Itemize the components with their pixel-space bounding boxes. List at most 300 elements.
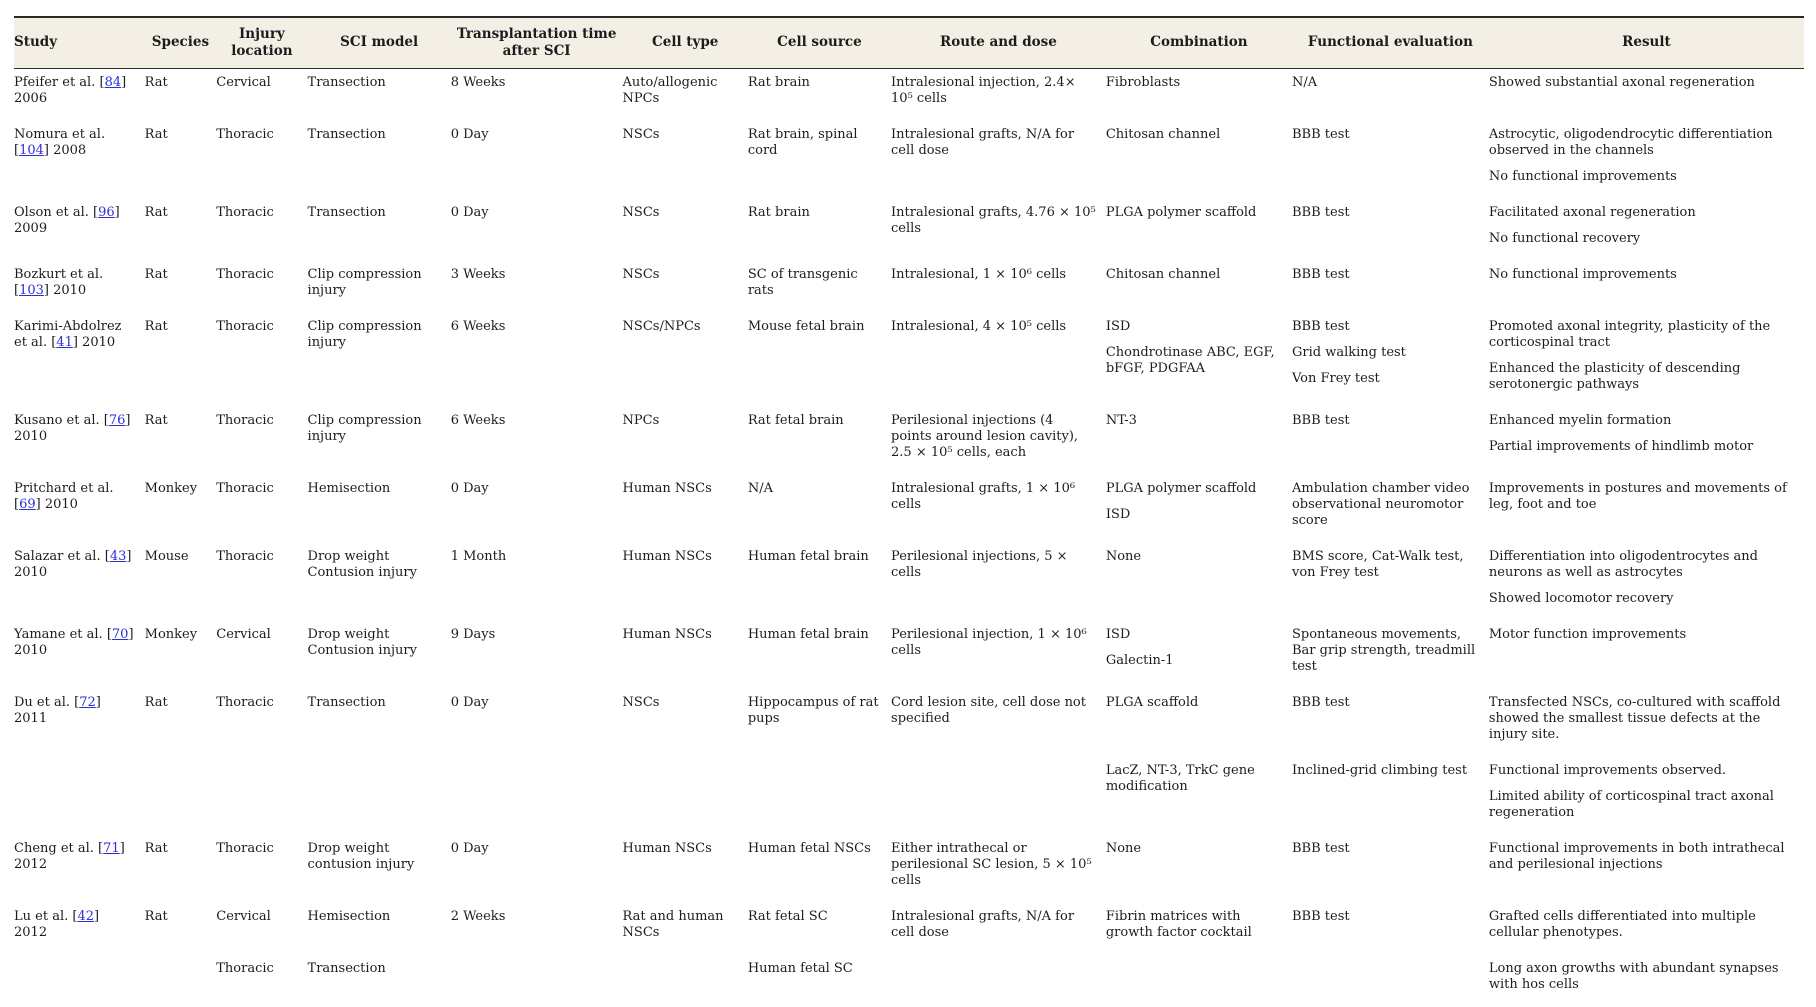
reference-link[interactable]: 42 bbox=[77, 908, 94, 924]
cell-sci-model bbox=[308, 68, 451, 121]
cell-result bbox=[1489, 903, 1804, 955]
cell-sci-model bbox=[308, 621, 451, 689]
study-citation: Yamane et al. [70] 2010 bbox=[14, 626, 134, 658]
cell-paragraph: LacZ, NT-3, TrkC gene modification bbox=[1105, 762, 1255, 794]
cell-study bbox=[14, 68, 145, 121]
column-header-transplantation-time: Transplantation time after SCI bbox=[451, 17, 623, 68]
cell-study bbox=[14, 835, 145, 903]
cell-functional-evaluation bbox=[1292, 543, 1489, 621]
column-header-result: Result bbox=[1489, 17, 1804, 68]
cell-paragraph: Enhanced the plasticity of descending serotonergic pathways bbox=[1488, 360, 1741, 392]
cell-injury-location bbox=[216, 407, 307, 475]
column-header-species: Species bbox=[145, 17, 217, 68]
cell-study bbox=[14, 261, 145, 313]
cell-paragraph: 0 Day bbox=[450, 694, 489, 710]
cell-paragraph: No functional improvements bbox=[1488, 266, 1677, 282]
table-body bbox=[14, 68, 1804, 1007]
cell-functional-evaluation bbox=[1292, 689, 1489, 757]
cell-paragraph: PLGA polymer scaffold bbox=[1105, 480, 1257, 496]
table-row bbox=[14, 407, 1804, 475]
reference-link[interactable]: 104 bbox=[19, 142, 44, 158]
cell-paragraph: NSCs bbox=[622, 266, 660, 282]
cell-cell-type bbox=[623, 621, 748, 689]
cell-sci-model bbox=[308, 121, 451, 199]
cell-result bbox=[1489, 313, 1804, 407]
cell-paragraph: Rat fetal SC bbox=[747, 908, 828, 924]
cell-paragraph: Rat and human NSCs bbox=[622, 908, 724, 940]
studies-table bbox=[14, 16, 1804, 1007]
cell-paragraph: Rat bbox=[144, 204, 168, 220]
cell-route-and-dose bbox=[891, 407, 1106, 475]
cell-paragraph: Drop weight Contusion injury bbox=[307, 626, 417, 658]
cell-paragraph: Thoracic bbox=[216, 694, 274, 710]
cell-cell-type bbox=[623, 689, 748, 757]
cell-paragraph: Cervical bbox=[216, 626, 271, 642]
cell-paragraph: Transection bbox=[307, 960, 386, 976]
cell-paragraph: Intralesional grafts, 4.76 × 10⁵ cells bbox=[891, 204, 1096, 236]
cell-route-and-dose bbox=[891, 313, 1106, 407]
cell-paragraph: BBB test bbox=[1291, 266, 1350, 282]
cell-paragraph: Perilesional injection, 1 × 10⁶ cells bbox=[891, 626, 1087, 658]
cell-sci-model bbox=[308, 199, 451, 261]
cell-cell-source bbox=[748, 199, 891, 261]
table-row bbox=[14, 903, 1804, 955]
cell-paragraph: Intralesional grafts, 1 × 10⁶ cells bbox=[891, 480, 1076, 512]
cell-paragraph: 1 Month bbox=[450, 548, 507, 564]
cell-cell-source bbox=[748, 543, 891, 621]
cell-functional-evaluation bbox=[1292, 261, 1489, 313]
cell-functional-evaluation bbox=[1292, 757, 1489, 835]
cell-functional-evaluation bbox=[1292, 955, 1489, 1007]
cell-paragraph: ISD bbox=[1105, 626, 1131, 642]
cell-paragraph: NSCs/NPCs bbox=[622, 318, 701, 334]
cell-species bbox=[145, 407, 217, 475]
cell-sci-model bbox=[308, 955, 451, 1007]
cell-paragraph: Thoracic bbox=[216, 204, 274, 220]
cell-route-and-dose bbox=[891, 543, 1106, 621]
cell-route-and-dose bbox=[891, 903, 1106, 955]
table-row bbox=[14, 121, 1804, 199]
cell-injury-location bbox=[216, 903, 307, 955]
cell-study bbox=[14, 313, 145, 407]
table-row bbox=[14, 68, 1804, 121]
cell-cell-type bbox=[623, 261, 748, 313]
study-citation: Nomura et al. [104] 2008 bbox=[14, 126, 106, 158]
reference-link[interactable]: 103 bbox=[19, 282, 44, 298]
cell-paragraph: Drop weight contusion injury bbox=[307, 840, 415, 872]
cell-paragraph: Spontaneous movements, Bar grip strength, treadmill test bbox=[1291, 626, 1476, 674]
reference-link[interactable]: 41 bbox=[56, 334, 73, 350]
cell-paragraph: Rat brain bbox=[747, 74, 810, 90]
cell-functional-evaluation bbox=[1292, 121, 1489, 199]
cell-paragraph: Human fetal brain bbox=[747, 626, 869, 642]
cell-sci-model bbox=[308, 903, 451, 955]
cell-injury-location bbox=[216, 199, 307, 261]
cell-paragraph: 0 Day bbox=[450, 480, 489, 496]
table-row bbox=[14, 199, 1804, 261]
cell-combination bbox=[1106, 955, 1292, 1007]
table-row bbox=[14, 621, 1804, 689]
cell-route-and-dose bbox=[891, 68, 1106, 121]
table-row bbox=[14, 543, 1804, 621]
study-citation: Salazar et al. [43] 2010 bbox=[14, 548, 132, 580]
cell-transplantation-time bbox=[451, 68, 623, 121]
cell-paragraph: Clip compression injury bbox=[307, 412, 422, 444]
cell-paragraph: Perilesional injections, 5 × cells bbox=[891, 548, 1068, 580]
cell-paragraph: Functional improvements in both intrathecal and perilesional injections bbox=[1488, 840, 1785, 872]
cell-cell-source bbox=[748, 261, 891, 313]
cell-sci-model bbox=[308, 475, 451, 543]
cell-paragraph: Rat bbox=[144, 412, 168, 428]
cell-paragraph: 9 Days bbox=[450, 626, 496, 642]
cell-paragraph: NSCs bbox=[622, 204, 660, 220]
table-row bbox=[14, 313, 1804, 407]
column-header-combination: Combination bbox=[1106, 17, 1292, 68]
cell-study bbox=[14, 475, 145, 543]
cell-combination bbox=[1106, 407, 1292, 475]
cell-result bbox=[1489, 689, 1804, 757]
cell-sci-model bbox=[308, 835, 451, 903]
cell-sci-model bbox=[308, 407, 451, 475]
cell-paragraph: Human fetal brain bbox=[747, 548, 869, 564]
cell-sci-model bbox=[308, 689, 451, 757]
cell-paragraph: BBB test bbox=[1291, 318, 1350, 334]
cell-result bbox=[1489, 199, 1804, 261]
reference-link[interactable]: 72 bbox=[79, 694, 96, 710]
cell-cell-source bbox=[748, 689, 891, 757]
column-header-cell-type: Cell type bbox=[623, 17, 748, 68]
cell-paragraph: Thoracic bbox=[216, 318, 274, 334]
cell-paragraph: Motor function improvements bbox=[1488, 626, 1687, 642]
column-header-sci-model: SCI model bbox=[308, 17, 451, 68]
cell-study bbox=[14, 621, 145, 689]
cell-result bbox=[1489, 955, 1804, 1007]
cell-cell-type bbox=[623, 199, 748, 261]
cell-paragraph: Mouse fetal brain bbox=[747, 318, 865, 334]
cell-paragraph: Von Frey test bbox=[1291, 370, 1380, 386]
cell-route-and-dose bbox=[891, 757, 1106, 835]
reference-link[interactable]: 96 bbox=[98, 204, 115, 220]
cell-paragraph: Rat bbox=[144, 126, 168, 142]
cell-combination bbox=[1106, 621, 1292, 689]
table-header bbox=[14, 17, 1804, 68]
cell-cell-type bbox=[623, 543, 748, 621]
cell-study bbox=[14, 543, 145, 621]
cell-paragraph: Thoracic bbox=[216, 960, 274, 976]
cell-paragraph: Inclined-grid climbing test bbox=[1291, 762, 1468, 778]
cell-route-and-dose bbox=[891, 121, 1106, 199]
cell-paragraph: Intralesional grafts, N/A for cell dose bbox=[891, 908, 1075, 940]
cell-result bbox=[1489, 68, 1804, 121]
cell-combination bbox=[1106, 689, 1292, 757]
cell-functional-evaluation bbox=[1292, 835, 1489, 903]
cell-transplantation-time bbox=[451, 621, 623, 689]
cell-paragraph: Improvements in postures and movements of leg, foot and toe bbox=[1488, 480, 1787, 512]
cell-paragraph: NSCs bbox=[622, 694, 660, 710]
cell-species bbox=[145, 313, 217, 407]
cell-paragraph: Chitosan channel bbox=[1105, 126, 1221, 142]
cell-paragraph: 0 Day bbox=[450, 840, 489, 856]
cell-combination bbox=[1106, 903, 1292, 955]
cell-paragraph: Rat brain, spinal cord bbox=[747, 126, 858, 158]
column-header-cell-source: Cell source bbox=[748, 17, 891, 68]
cell-paragraph: NPCs bbox=[622, 412, 660, 428]
cell-species bbox=[145, 835, 217, 903]
cell-study bbox=[14, 407, 145, 475]
cell-functional-evaluation bbox=[1292, 68, 1489, 121]
cell-study bbox=[14, 757, 145, 835]
cell-paragraph: Grid walking test bbox=[1291, 344, 1406, 360]
cell-cell-source bbox=[748, 313, 891, 407]
cell-transplantation-time bbox=[451, 199, 623, 261]
cell-paragraph: Fibrin matrices with growth factor cocktail bbox=[1105, 908, 1252, 940]
cell-cell-source bbox=[748, 621, 891, 689]
cell-paragraph: Thoracic bbox=[216, 480, 274, 496]
cell-paragraph: Perilesional injections (4 points around lesion cavity), 2.5 × 10⁵ cells, each bbox=[891, 412, 1079, 460]
cell-sci-model bbox=[308, 313, 451, 407]
cell-species bbox=[145, 261, 217, 313]
cell-paragraph: Showed substantial axonal regeneration bbox=[1488, 74, 1755, 90]
cell-cell-type bbox=[623, 903, 748, 955]
cell-paragraph: BBB test bbox=[1291, 412, 1350, 428]
reference-link[interactable]: 71 bbox=[103, 840, 120, 856]
cell-paragraph: Grafted cells differentiated into multiple cellular phenotypes. bbox=[1488, 908, 1756, 940]
cell-result bbox=[1489, 757, 1804, 835]
cell-paragraph: Rat bbox=[144, 74, 168, 90]
cell-paragraph: Rat fetal brain bbox=[747, 412, 844, 428]
cell-transplantation-time bbox=[451, 955, 623, 1007]
cell-paragraph: Chitosan channel bbox=[1105, 266, 1221, 282]
cell-paragraph: Thoracic bbox=[216, 266, 274, 282]
cell-paragraph: Limited ability of corticospinal tract axonal regeneration bbox=[1488, 788, 1774, 820]
cell-transplantation-time bbox=[451, 313, 623, 407]
cell-result bbox=[1489, 543, 1804, 621]
cell-route-and-dose bbox=[891, 475, 1106, 543]
cell-cell-type bbox=[623, 475, 748, 543]
cell-cell-type bbox=[623, 68, 748, 121]
cell-sci-model bbox=[308, 543, 451, 621]
cell-transplantation-time bbox=[451, 689, 623, 757]
cell-species bbox=[145, 475, 217, 543]
cell-injury-location bbox=[216, 475, 307, 543]
cell-injury-location bbox=[216, 261, 307, 313]
cell-species bbox=[145, 621, 217, 689]
cell-result bbox=[1489, 475, 1804, 543]
cell-cell-source bbox=[748, 475, 891, 543]
column-header-functional-evaluation: Functional evaluation bbox=[1292, 17, 1489, 68]
cell-paragraph: BBB test bbox=[1291, 908, 1350, 924]
cell-injury-location bbox=[216, 955, 307, 1007]
cell-cell-source bbox=[748, 835, 891, 903]
reference-link[interactable]: 76 bbox=[108, 412, 126, 428]
cell-paragraph: Human fetal SC bbox=[747, 960, 853, 976]
cell-paragraph: Transection bbox=[307, 74, 386, 90]
cell-paragraph: 0 Day bbox=[450, 126, 489, 142]
cell-species bbox=[145, 757, 217, 835]
cell-injury-location bbox=[216, 621, 307, 689]
cell-paragraph: Auto/allogenic NPCs bbox=[622, 74, 718, 106]
cell-functional-evaluation bbox=[1292, 313, 1489, 407]
cell-paragraph: Chondrotinase ABC, EGF, bFGF, PDGFAA bbox=[1105, 344, 1275, 376]
cell-injury-location bbox=[216, 689, 307, 757]
cell-paragraph: Rat bbox=[144, 908, 168, 924]
cell-paragraph: N/A bbox=[1291, 74, 1318, 90]
cell-paragraph: NT-3 bbox=[1105, 412, 1137, 428]
cell-sci-model bbox=[308, 757, 451, 835]
cell-injury-location bbox=[216, 757, 307, 835]
header-row bbox=[14, 17, 1804, 68]
cell-paragraph: Enhanced myelin formation bbox=[1488, 412, 1672, 428]
cell-injury-location bbox=[216, 835, 307, 903]
cell-paragraph: No functional improvements bbox=[1488, 168, 1677, 184]
cell-combination bbox=[1106, 543, 1292, 621]
reference-link[interactable]: 43 bbox=[109, 548, 127, 564]
cell-result bbox=[1489, 407, 1804, 475]
cell-paragraph: 2 Weeks bbox=[450, 908, 506, 924]
cell-paragraph: 8 Weeks bbox=[450, 74, 506, 90]
cell-paragraph: BBB test bbox=[1291, 126, 1350, 142]
study-citation: Pfeifer et al. [84] 2006 bbox=[14, 74, 127, 106]
cell-transplantation-time bbox=[451, 261, 623, 313]
cell-route-and-dose bbox=[891, 261, 1106, 313]
cell-cell-type bbox=[623, 407, 748, 475]
study-citation: Kusano et al. [76] 2010 bbox=[14, 412, 131, 444]
cell-paragraph: Transection bbox=[307, 204, 386, 220]
cell-transplantation-time bbox=[451, 903, 623, 955]
table-row bbox=[14, 955, 1804, 1007]
cell-paragraph: Rat bbox=[144, 840, 168, 856]
cell-paragraph: Rat bbox=[144, 266, 168, 282]
cell-species bbox=[145, 543, 217, 621]
cell-injury-location bbox=[216, 543, 307, 621]
cell-functional-evaluation bbox=[1292, 407, 1489, 475]
cell-combination bbox=[1106, 261, 1292, 313]
cell-study bbox=[14, 121, 145, 199]
cell-route-and-dose bbox=[891, 955, 1106, 1007]
cell-cell-type bbox=[623, 835, 748, 903]
cell-paragraph: Hippocampus of rat pups bbox=[747, 694, 879, 726]
cell-route-and-dose bbox=[891, 199, 1106, 261]
cell-paragraph: Transection bbox=[307, 694, 386, 710]
cell-paragraph: Thoracic bbox=[216, 548, 274, 564]
cell-cell-source bbox=[748, 955, 891, 1007]
cell-paragraph: SC of transgenic rats bbox=[747, 266, 858, 298]
table-row bbox=[14, 689, 1804, 757]
cell-combination bbox=[1106, 121, 1292, 199]
cell-paragraph: Showed locomotor recovery bbox=[1488, 590, 1674, 606]
cell-result bbox=[1489, 261, 1804, 313]
cell-functional-evaluation bbox=[1292, 903, 1489, 955]
cell-paragraph: Clip compression injury bbox=[307, 318, 422, 350]
cell-paragraph: BBB test bbox=[1291, 840, 1350, 856]
cell-paragraph: Mouse bbox=[144, 548, 189, 564]
cell-study bbox=[14, 689, 145, 757]
cell-paragraph: Rat bbox=[144, 694, 168, 710]
reference-link[interactable]: 70 bbox=[111, 626, 129, 642]
cell-cell-source bbox=[748, 68, 891, 121]
cell-paragraph: ISD bbox=[1105, 506, 1131, 522]
cell-combination bbox=[1106, 757, 1292, 835]
cell-paragraph: Rat brain bbox=[747, 204, 810, 220]
cell-paragraph: Promoted axonal integrity, plasticity of the corticospinal tract bbox=[1488, 318, 1771, 350]
table-row bbox=[14, 261, 1804, 313]
cell-study bbox=[14, 199, 145, 261]
cell-paragraph: 6 Weeks bbox=[450, 318, 506, 334]
cell-paragraph: ISD bbox=[1105, 318, 1131, 334]
cell-paragraph: PLGA polymer scaffold bbox=[1105, 204, 1257, 220]
cell-functional-evaluation bbox=[1292, 199, 1489, 261]
cell-paragraph: Functional improvements observed. bbox=[1488, 762, 1727, 778]
cell-species bbox=[145, 689, 217, 757]
cell-cell-type bbox=[623, 955, 748, 1007]
cell-paragraph: No functional recovery bbox=[1488, 230, 1641, 246]
cell-cell-source bbox=[748, 407, 891, 475]
study-citation: Karimi-Abdolrez et al. [41] 2010 bbox=[14, 318, 122, 350]
cell-injury-location bbox=[216, 121, 307, 199]
cell-paragraph: Ambulation chamber video observational neuromotor score bbox=[1291, 480, 1470, 528]
cell-paragraph: Hemisection bbox=[307, 480, 391, 496]
cell-combination bbox=[1106, 199, 1292, 261]
table-row bbox=[14, 475, 1804, 543]
study-citation: Lu et al. [42] 2012 bbox=[14, 908, 100, 940]
reference-link[interactable]: 84 bbox=[104, 74, 122, 90]
cell-paragraph: Long axon growths with abundant synapses with hos cells bbox=[1488, 960, 1779, 992]
cell-paragraph: Transection bbox=[307, 126, 386, 142]
cell-paragraph: Human fetal NSCs bbox=[747, 840, 871, 856]
cell-route-and-dose bbox=[891, 621, 1106, 689]
cell-species bbox=[145, 903, 217, 955]
cell-paragraph: Thoracic bbox=[216, 840, 274, 856]
cell-functional-evaluation bbox=[1292, 475, 1489, 543]
cell-transplantation-time bbox=[451, 757, 623, 835]
cell-paragraph: Human NSCs bbox=[622, 480, 712, 496]
cell-paragraph: Rat bbox=[144, 318, 168, 334]
table-row bbox=[14, 757, 1804, 835]
cell-paragraph: Hemisection bbox=[307, 908, 391, 924]
cell-study bbox=[14, 903, 145, 955]
cell-paragraph: Monkey bbox=[144, 626, 198, 642]
cell-cell-type bbox=[623, 313, 748, 407]
cell-combination bbox=[1106, 475, 1292, 543]
cell-combination bbox=[1106, 835, 1292, 903]
cell-paragraph: N/A bbox=[747, 480, 773, 496]
cell-injury-location bbox=[216, 68, 307, 121]
study-citation: Pritchard et al. [69] 2010 bbox=[14, 480, 114, 512]
cell-paragraph: Differentiation into oligodentrocytes and neurons as well as astrocytes bbox=[1488, 548, 1758, 580]
cell-transplantation-time bbox=[451, 835, 623, 903]
cell-species bbox=[145, 955, 217, 1007]
reference-link[interactable]: 69 bbox=[19, 496, 36, 512]
study-citation: Olson et al. [96] 2009 bbox=[14, 204, 120, 236]
cell-paragraph: Cord lesion site, cell dose not specified bbox=[891, 694, 1086, 726]
cell-route-and-dose bbox=[891, 835, 1106, 903]
column-header-study: Study bbox=[14, 17, 145, 68]
cell-result bbox=[1489, 621, 1804, 689]
cell-paragraph: BMS score, Cat-Walk test, von Frey test bbox=[1291, 548, 1464, 580]
cell-paragraph: Human NSCs bbox=[622, 840, 712, 856]
cell-species bbox=[145, 121, 217, 199]
cell-paragraph: Astrocytic, oligodendrocytic differentiation observed in the channels bbox=[1488, 126, 1773, 158]
cell-cell-type bbox=[623, 121, 748, 199]
cell-paragraph: Fibroblasts bbox=[1105, 74, 1181, 90]
cell-paragraph: Intralesional grafts, N/A for cell dose bbox=[891, 126, 1075, 158]
table-row bbox=[14, 835, 1804, 903]
cell-paragraph: 6 Weeks bbox=[450, 412, 506, 428]
cell-cell-source bbox=[748, 757, 891, 835]
cell-transplantation-time bbox=[451, 121, 623, 199]
cell-paragraph: Human NSCs bbox=[622, 626, 712, 642]
cell-paragraph: Thoracic bbox=[216, 126, 274, 142]
